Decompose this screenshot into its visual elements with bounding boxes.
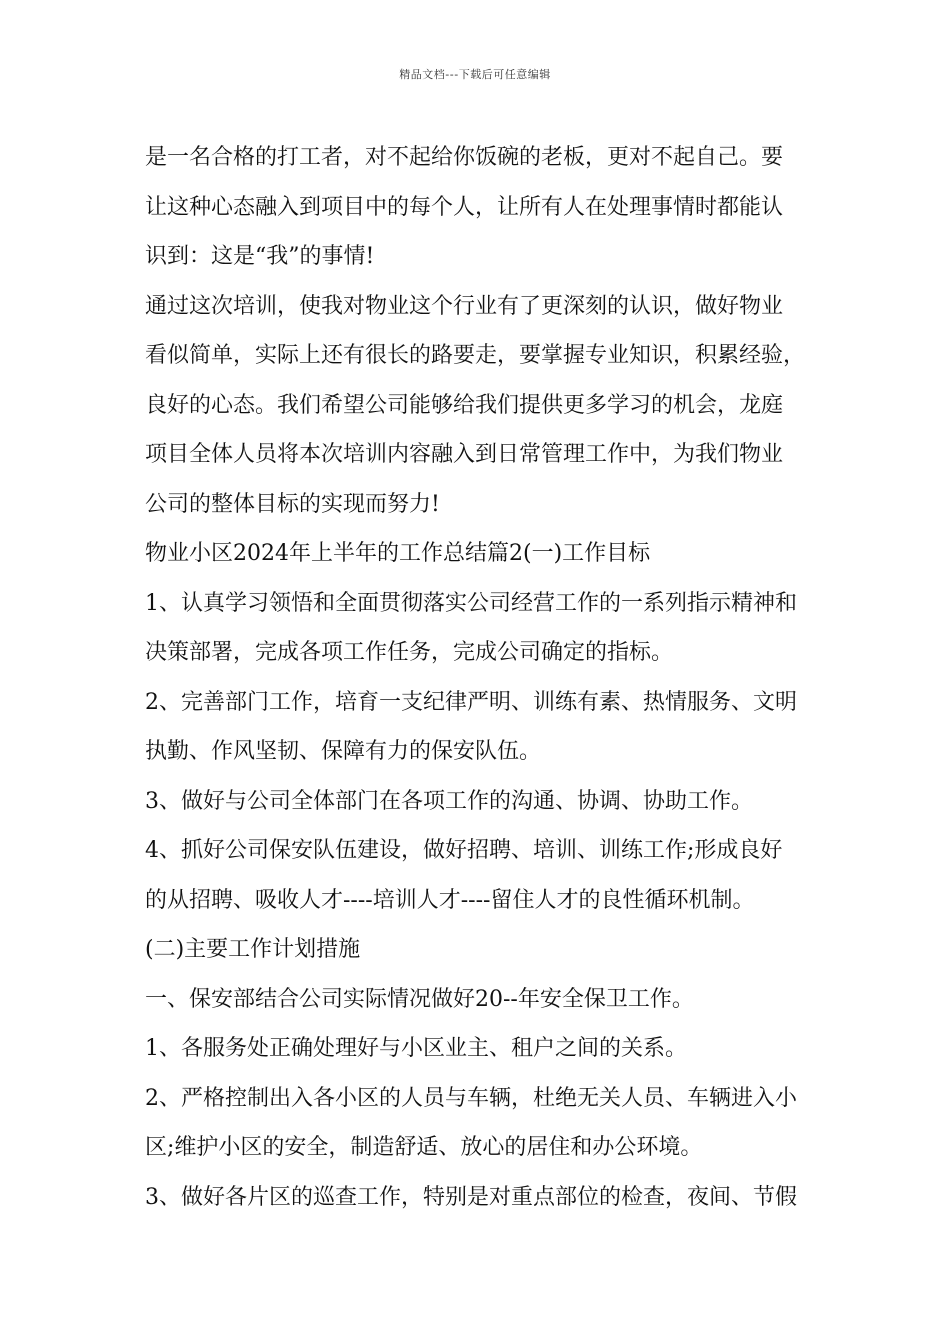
text-line: 看似简单，实际上还有很长的路要走，要掌握专业知识，积累经验， [145,343,806,368]
text-line: 一、保安部结合公司实际情况做好20--年安全保卫工作。 [145,986,694,1012]
text-line: 的从招聘、吸收人才----培训人才----留住人才的良性循环机制。 [145,887,755,913]
section-heading: 物业小区2024年上半年的工作总结篇2(一)工作目标 [145,541,651,566]
text-line: 3、做好与公司全体部门在各项工作的沟通、协调、协助工作。 [145,788,753,814]
text-line: 通过这次培训，使我对物业这个行业有了更深刻的认识，做好物业 [145,293,784,319]
section-heading: (二)主要工作计划措施 [145,937,361,962]
document-body [145,133,825,1222]
text-line: 识到：这是“我”的事情! [145,244,375,269]
text-line: 执勤、作风坚韧、保障有力的保安队伍。 [145,739,542,764]
text-line: 区;维护小区的安全，制造舒适、放心的居住和办公环境。 [145,1135,703,1160]
text-line: 2、完善部门工作，培育一支纪律严明、训练有素、热情服务、文明 [145,689,797,715]
page-header: 精品文档---下载后可任意编辑 [399,68,551,81]
text-line: 1、认真学习领悟和全面贯彻落实公司经营工作的一系列指示精神和 [145,590,797,616]
text-line: 3、做好各片区的巡查工作，特别是对重点部位的检查，夜间、节假 [145,1184,797,1210]
text-line: 2、严格控制出入各小区的人员与车辆，杜绝无关人员、车辆进入小 [145,1085,797,1111]
text-line: 4、抓好公司保安队伍建设，做好招聘、培训、训练工作;形成良好 [145,838,783,863]
text-line: 公司的整体目标的实现而努力! [145,491,440,517]
text-line: 是一名合格的打工者，对不起给你饭碗的老板，更对不起自己。要 [145,145,784,170]
text-line: 决策部署，完成各项工作任务，完成公司确定的指标。 [145,640,674,665]
text-line: 让这种心态融入到项目中的每个人，让所有人在处理事情时都能认 [145,194,784,220]
text-line: 项目全体人员将本次培训内容融入到日常管理工作中，为我们物业 [145,442,784,467]
text-line: 1、各服务处正确处理好与小区业主、租户之间的关系。 [145,1036,687,1061]
text-line: 良好的心态。我们希望公司能够给我们提供更多学习的机会，龙庭 [145,392,784,418]
